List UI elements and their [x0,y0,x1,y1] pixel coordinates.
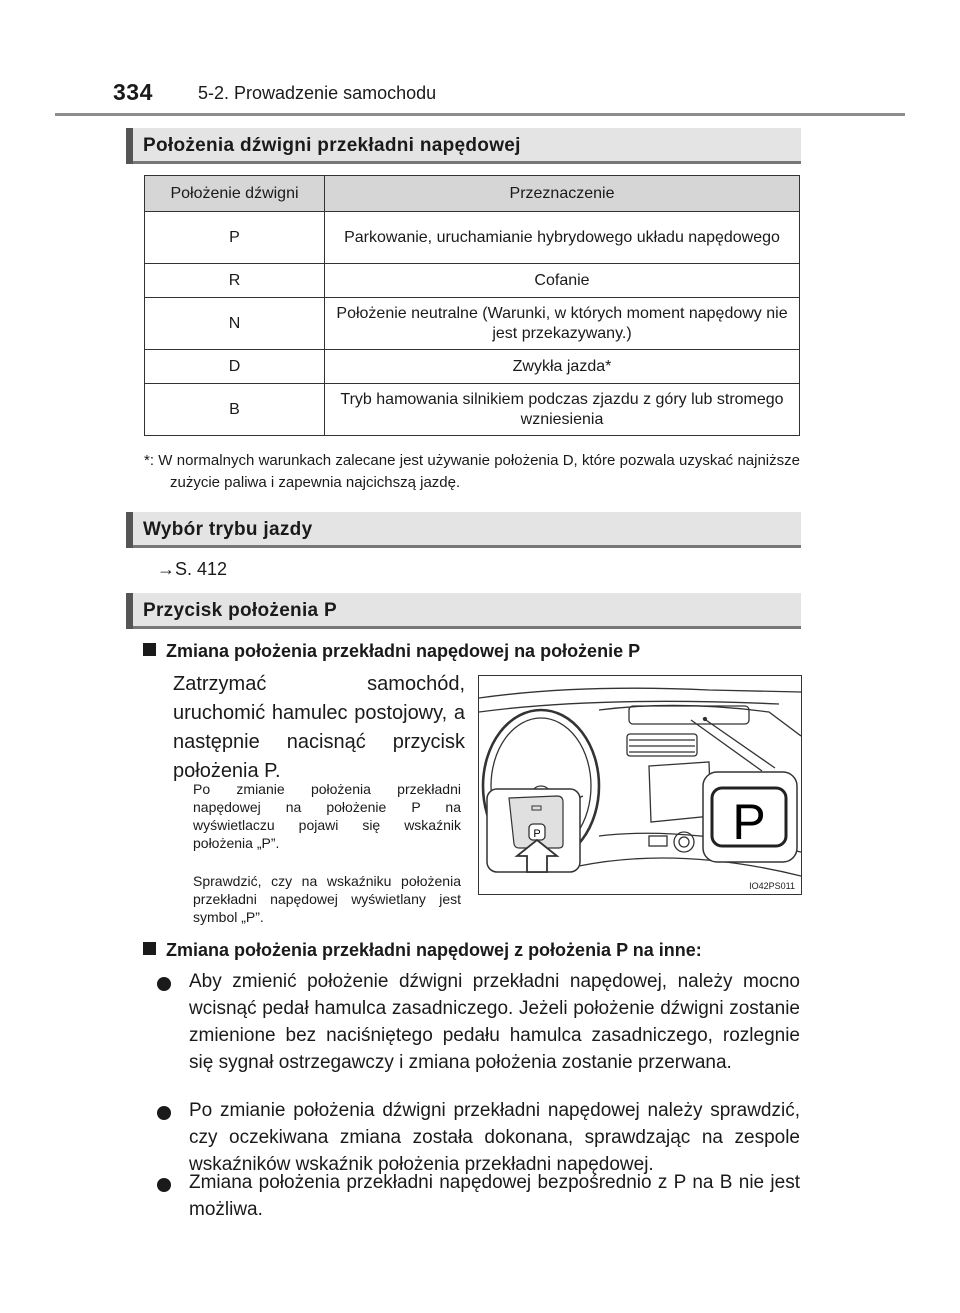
subheading-change-from-p [143,940,702,961]
table-cell-purpose: Parkowanie, uruchamianie hybrydowego układu napędowego [325,212,800,264]
subheading-text: Zmiana położenia przekładni napędowej na położenie P [166,641,641,661]
subheading-change-to-p [143,641,640,662]
note-indicator-appears: Po zmianie położenia przekładni napędowej na położenie P na wyświetlaczu pojawi się wskaźnik położenia „P”. [193,781,461,851]
table-row [145,298,800,350]
subheading-text: Zmiana położenia przekładni napędowej z położenia P na inne: [166,940,702,960]
table-row [145,264,800,298]
list-item-text: Zmiana położenia przekładni napędowej bezpośrednio z P na B nie jest możliwa. [189,1172,800,1220]
page-reference-link[interactable]: →S. 412 [157,559,228,579]
table-header-position: Położenie dźwigni [145,176,325,212]
section-heading-gear-positions [126,128,801,164]
note-check-symbol: Sprawdzić, czy na wskaźniku położenia przekładni napędowej wyświetlany jest symbol „P”. [193,873,461,925]
table-cell-purpose: Zwykła jazda* [325,350,800,384]
table-cell-position: B [145,384,325,436]
square-bullet-icon [143,643,156,656]
table-cell-position: N [145,298,325,350]
table-header-purpose: Przeznaczenie [325,176,800,212]
indicator-p-label: P [732,794,766,850]
round-bullet-icon [157,1178,171,1192]
figure-code: IO42PS011 [749,881,795,891]
footnote [144,450,800,494]
round-bullet-icon [157,977,171,991]
table-cell-position: R [145,264,325,298]
button-p-label: P [533,828,541,840]
list-item [157,968,800,1076]
section-heading-text: Przycisk położenia P [143,600,337,621]
table-cell-purpose: Cofanie [325,264,800,298]
section-heading-text: Położenia dźwigni przekładni napędowej [143,135,521,156]
chapter-title: 5-2. Prowadzenie samochodu [198,83,437,103]
footnote-text: *: W normalnych warunkach zalecane jest używanie położenia D, które pozwala uzyskać najniższe zużycie paliwa i zapewnia najcichszą jazdę. [144,452,800,491]
section-heading-drive-mode [126,512,801,548]
table-row [145,384,800,436]
table-row [145,350,800,384]
page-number: 334 [113,79,153,105]
table-row [145,212,800,264]
round-bullet-icon [157,1106,171,1120]
section-heading-p-button [126,593,801,629]
instruction-text: Zatrzymać samochód, uruchomić hamulec postojowy, a następnie nacisnąć przycisk położenia P. [173,673,465,782]
list-item-text: Po zmianie położenia dźwigni przekładni napędowej należy sprawdzić, czy oczekiwana zmiana została dokonana, sprawdzając na zespole wskaźników wskaźnik położenia przekładni napędowej. [189,1100,800,1175]
list-item [157,1097,800,1178]
list-item-text: Aby zmienić położenie dźwigni przekładni napędowej, należy mocno wcisnąć pedał hamulca zasadniczego. Jeżeli położenie dźwigni zostanie zmienione bez naciśniętego pedału hamulca zasadniczego, rozlegnie się sygnał ostrzegawczy i zmiana położenia zostanie przerwana. [189,971,800,1073]
square-bullet-icon [143,942,156,955]
list-item [157,1169,800,1223]
dashboard-illustration [478,675,802,895]
gear-position-table [144,175,800,436]
section-heading-text: Wybór trybu jazdy [143,519,313,540]
table-cell-purpose: Położenie neutralne (Warunki, w których moment napędowy nie jest przekazywany.) [325,298,800,350]
table-cell-position: D [145,350,325,384]
header-divider [55,113,905,116]
table-cell-position: P [145,212,325,264]
table-cell-purpose: Tryb hamowania silnikiem podczas zjazdu z góry lub stromego wzniesienia [325,384,800,436]
dashboard-drawing [479,676,801,894]
